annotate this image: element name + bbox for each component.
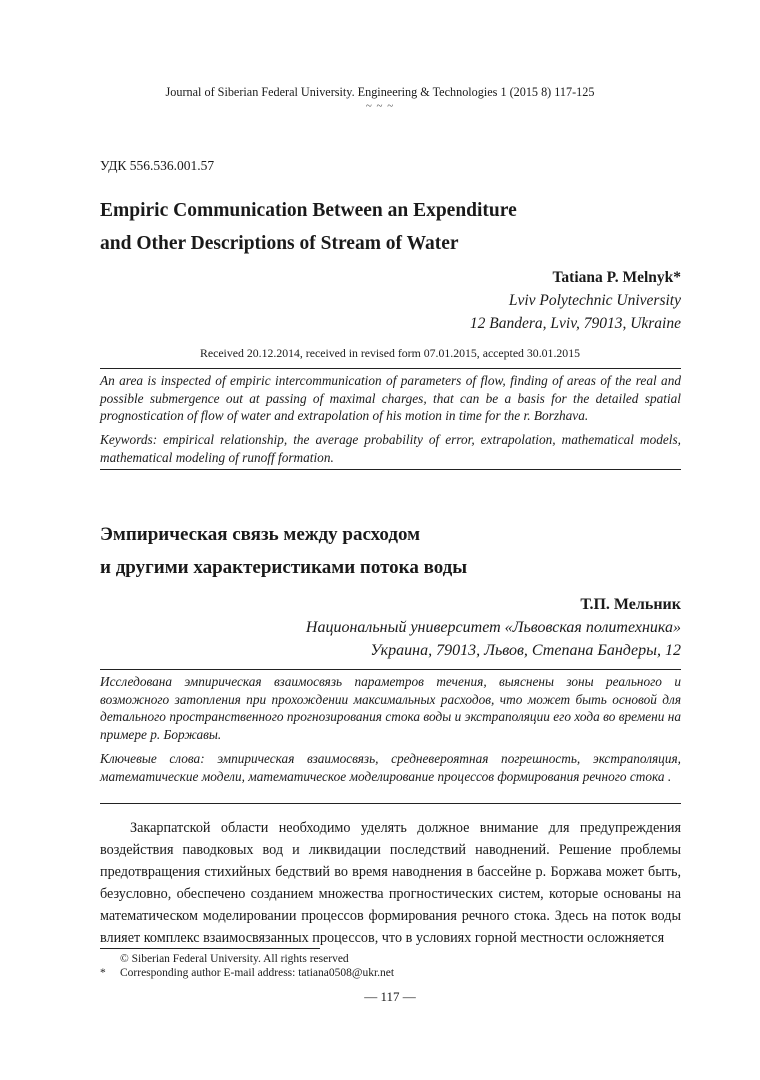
header-ornament: ~ ~ ~: [365, 100, 395, 112]
body-text: Закарпатской области необходимо уделять должное внимание для предупреждения воздействия паводковых вод и ликвидации последствий наводнений. Решение проблемы предотвращения стихийных бедствий во время наводнения в бассейне р. Боржава может быть, безусловно, обеспечено созданием множества прогностических систем, которые основаны на математическом моделировании процессов формирования речного стока. Здесь на поток воды влияет комплекс взаимосвязанных процессов, что в условиях горной местности осложняется: [100, 820, 681, 946]
english-affiliation-2: 12 Bandera, Lviv, 79013, Ukraine: [469, 315, 681, 332]
abstract-top-rule: [100, 368, 681, 369]
russian-affiliation-2: Украина, 79013, Львов, Степана Бандеры, 12: [370, 642, 681, 659]
footnote-rule: [100, 948, 320, 949]
abstract-bottom-rule: [100, 469, 681, 470]
russian-author-block: [306, 593, 681, 662]
footnote-corresponding: [100, 966, 681, 980]
english-title: [100, 194, 660, 260]
english-author-block: [470, 266, 681, 335]
russian-affiliation-1: Национальный университет «Львовская политехника»: [305, 619, 681, 636]
russian-title-line-1: Эмпирическая связь между расходом: [100, 524, 421, 545]
russian-abstract-top-rule: [100, 669, 681, 670]
russian-abstract-bottom-rule: [100, 803, 681, 804]
footnote-asterisk: *: [100, 967, 106, 979]
english-abstract: An area is inspected of empiric intercommunication of parameters of flow, finding of areas of the real and possible submergence out at passing of maximal charges, that can be a basis for the detailed spatial prognostication of flow of water and extrapolation of his motion in time for the r. Borzhava.: [100, 373, 681, 423]
russian-keywords: Ключевые слова: эмпирическая взаимосвязь, средневероятная погрешность, экстраполяция, математические модели, математическое моделирование процессов формирования речного стока .: [100, 751, 681, 784]
english-keywords: Keywords: empirical relationship, the average probability of error, extrapolation, mathematical models, mathematical modeling of runoff formation.: [100, 432, 681, 465]
english-affiliation-1: Lviv Polytechnic University: [508, 292, 681, 309]
english-title-line-1: Empiric Communication Between an Expenditure: [100, 200, 517, 221]
footnote-copyright: [100, 952, 681, 966]
copyright-text: © Siberian Federal University. All rights reserved: [120, 953, 349, 965]
received-dates: Received 20.12.2014, received in revised form 07.01.2015, accepted 30.01.2015: [199, 346, 580, 360]
russian-author-name: Т.П. Мельник: [580, 596, 681, 613]
russian-title-line-2: и другими характеристиками потока воды: [100, 557, 468, 578]
corresponding-text: Corresponding author E-mail address: tatiana0508@ukr.net: [120, 967, 395, 979]
english-title-line-2: and Other Descriptions of Stream of Water: [100, 233, 459, 254]
journal-header: Journal of Siberian Federal University. Engineering & Technologies 1 (2015 8) 117-125: [165, 85, 595, 99]
russian-title: [100, 518, 660, 584]
udc-code: УДК 556.536.001.57: [100, 158, 215, 173]
body-paragraph: [100, 817, 681, 949]
page-number: — 117 —: [364, 989, 416, 1004]
russian-abstract: Исследована эмпирическая взаимосвязь параметров течения, выяснены зоны реального и возможного затопления при прохождении максимальных расходов, что может быть основой для детального пространственного прогнозирования стока воды и экстраполяции его хода во времени на примере р. Боржавы.: [100, 674, 681, 742]
english-author-name: Tatiana P. Melnyk*: [552, 269, 681, 286]
